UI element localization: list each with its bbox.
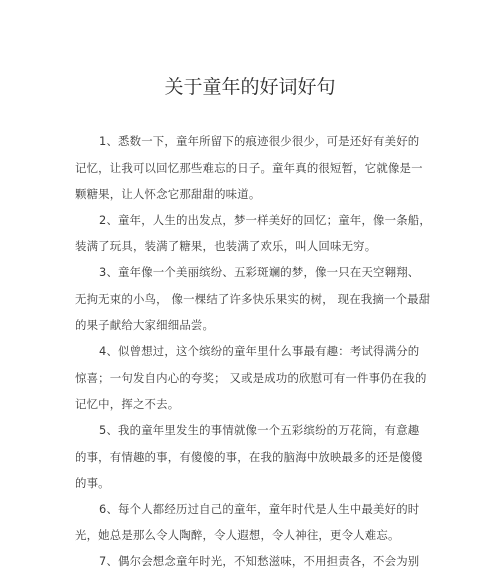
paragraph-2-line-2: 装满了玩具，装满了糖果，也装满了欢乐，叫人回味无穷。 — [75, 239, 377, 253]
paragraph-3-line-3: 的果子献给大家细细品尝。 — [75, 318, 215, 332]
paragraph-3-line-2: 无拘无束的小鸟， 像一棵结了许多快乐果实的树， 现在我摘一个最甜 — [75, 292, 431, 306]
paragraph-5-line-3: 的事。 — [75, 476, 110, 490]
paragraph-6-line-2: 光，她总是那么令人陶醉，令人遐想，令人神往，更令人难忘。 — [75, 528, 400, 542]
document-title: 关于童年的好词好句 — [164, 76, 336, 98]
paragraph-1-line-2: 记忆，让我可以回忆那些难忘的日子。童年真的很短暂，它就像是一 — [75, 161, 423, 175]
paragraph-1-line-3: 颗糖果，让人怀念它那甜甜的味道。 — [75, 187, 261, 201]
paragraph-4-line-1: 4、似曾想过，这个缤纷的童年里什么事最有趣：考试得满分的 — [99, 344, 420, 358]
paragraph-7-line-1: 7、偶尔会想念童年时光，不知愁滋味，不用担责各，不会为别 — [99, 554, 420, 568]
paragraph-3-line-1: 3、童年像一个美丽缤纷、五彩斑斓的梦，像一只在天空翱翔、 — [99, 265, 420, 279]
paragraph-5-line-2: 的事，有情趣的事，有傻傻的事，在我的脑海中放映最多的还是傻傻 — [75, 450, 423, 464]
paragraph-1-line-1: 1、悉数一下，童年所留下的痕迹很少很少，可是还好有美好的 — [99, 134, 420, 148]
paragraph-2-line-1: 2、童年，人生的出发点，梦一样美好的回忆；童年，像一条船， — [99, 213, 431, 227]
paragraph-5-line-1: 5、我的童年里发生的事情就像一个五彩缤纷的万花筒，有意趣 — [99, 423, 420, 437]
paragraph-4-line-3: 记忆中，挥之不去。 — [75, 397, 180, 411]
paragraph-6-line-1: 6、每个人都经历过自己的童年，童年时代是人生中最美好的时 — [99, 502, 420, 516]
paragraph-4-line-2: 惊喜；一句发自内心的夸奖； 又或是成功的欣慰可有一件事仍在我的 — [75, 371, 427, 385]
